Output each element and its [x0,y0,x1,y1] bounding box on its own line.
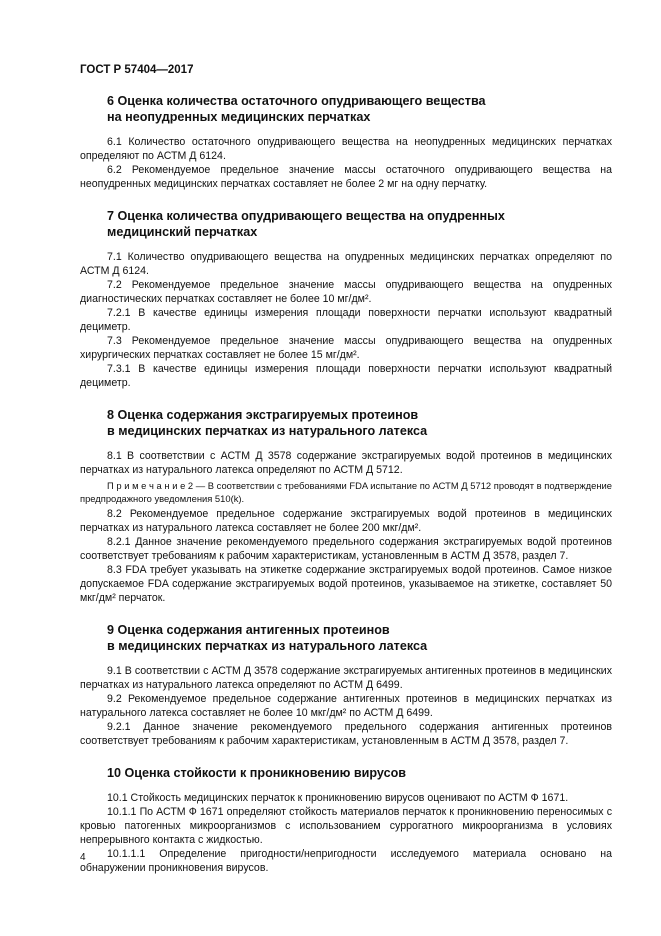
page-number: 4 [80,852,86,863]
document-body [80,93,612,892]
paragraph: 9.2.1 Данное значение рекомендуемого предельного содержания антигенных протеинов соответствует требованиям к рабочим характеристикам, установленным в АСТМ Д 3578, раздел 7. [80,721,612,747]
section-8 [80,407,612,605]
paragraph: 10.1.1 По АСТМ Ф 1671 определяют стойкость материалов перчаток к проникновению переносимых с кровью патогенных микроорганизмов с использованием суррогатного микроорганизма в условиях непрерывного контакта с жидкостью. [80,806,612,846]
paragraph: 9.2 Рекомендуемое предельное содержание антигенных протеинов в медицинских перчатках из натурального латекса составляет не более 10 мкг/дм² по АСТМ Д 6499. [80,693,612,719]
paragraph: 7.3.1 В качестве единицы измерения площади поверхности перчатки используют квадратный дециметр. [80,363,612,389]
heading-line: в медицинских перчатках из натурального латекса [107,639,428,653]
heading-line: 9 Оценка содержания антигенных протеинов [107,623,390,637]
paragraph: 8.2 Рекомендуемое предельное содержание экстрагируемых водой протеинов в медицинских перчатках из натурального латекса составляет не более 200 мкг/дм². [80,508,612,534]
heading-line: 8 Оценка содержания экстрагируемых протеинов [107,408,419,422]
paragraph: 9.1 В соответствии с АСТМ Д 3578 содержание экстрагируемых антигенных протеинов в медицинских перчатках из натурального латекса определяют по АСТМ Д 6499. [80,665,612,691]
paragraph: 10.1.1.1 Определение пригодности/непригодности исследуемого материала основано на обнаружении проникновения вирусов. [80,848,612,874]
section-heading [80,407,612,439]
section-9 [80,622,612,748]
section-7 [80,208,612,390]
section-heading [80,765,612,781]
note: П р и м е ч а н и е 2 — В соответствии с требованиями FDA испытание по АСТМ Д 5712 проводят в подтверждение предпродажного уведомления 510(k). [80,480,612,504]
heading-line: на неопудренных медицинских перчатках [107,110,371,124]
paragraph: 8.2.1 Данное значение рекомендуемого предельного содержания экстрагируемых водой протеинов соответствует требованиям к рабочим характеристикам, установленным в АСТМ Д 3578, раздел 7. [80,536,612,562]
paragraph: 7.2 Рекомендуемое предельное значение массы опудривающего вещества на опудренных диагностических перчатках составляет не более 10 мг/дм². [80,279,612,305]
document-header: ГОСТ Р 57404—2017 [80,64,194,76]
heading-line: медицинский перчатках [107,225,258,239]
heading-line: 6 Оценка количества остаточного опудривающего вещества [107,94,486,108]
section-heading [80,622,612,654]
paragraph: 8.3 FDA требует указывать на этикетке содержание экстрагируемых водой протеинов. Самое низкое допускаемое FDA содержание экстрагируемых водой протеинов, указываемое на этикетке, составляет 50 мкг/дм² перчаток. [80,564,612,604]
paragraph: 8.1 В соответствии с АСТМ Д 3578 содержание экстрагируемых водой протеинов в медицинских перчатках из натурального латекса определяют по АСТМ Д 5712. [80,450,612,476]
heading-line: в медицинских перчатках из натурального латекса [107,424,428,438]
paragraph: 7.1 Количество опудривающего вещества на опудренных медицинских перчатках определяют по АСТМ Д 6124. [80,251,612,277]
section-10 [80,765,612,875]
paragraph: 7.3 Рекомендуемое предельное значение массы опудривающего вещества на опудренных хирургических перчатках составляет не более 15 мг/дм². [80,335,612,361]
section-6 [80,93,612,191]
paragraph: 6.1 Количество остаточного опудривающего вещества на неопудренных медицинских перчатках определяют по АСТМ Д 6124. [80,136,612,162]
paragraph: 6.2 Рекомендуемое предельное значение массы остаточного опудривающего вещества на неопудренных медицинских перчатках составляет не более 2 мг на одну перчатку. [80,164,612,190]
heading-line: 10 Оценка стойкости к проникновению вирусов [107,766,407,780]
section-heading [80,208,612,240]
paragraph: 7.2.1 В качестве единицы измерения площади поверхности перчатки используют квадратный дециметр. [80,307,612,333]
heading-line: 7 Оценка количества опудривающего вещества на опудренных [107,209,505,223]
paragraph: 10.1 Стойкость медицинских перчаток к проникновению вирусов оценивают по АСТМ Ф 1671. [107,792,569,804]
section-heading [80,93,612,125]
